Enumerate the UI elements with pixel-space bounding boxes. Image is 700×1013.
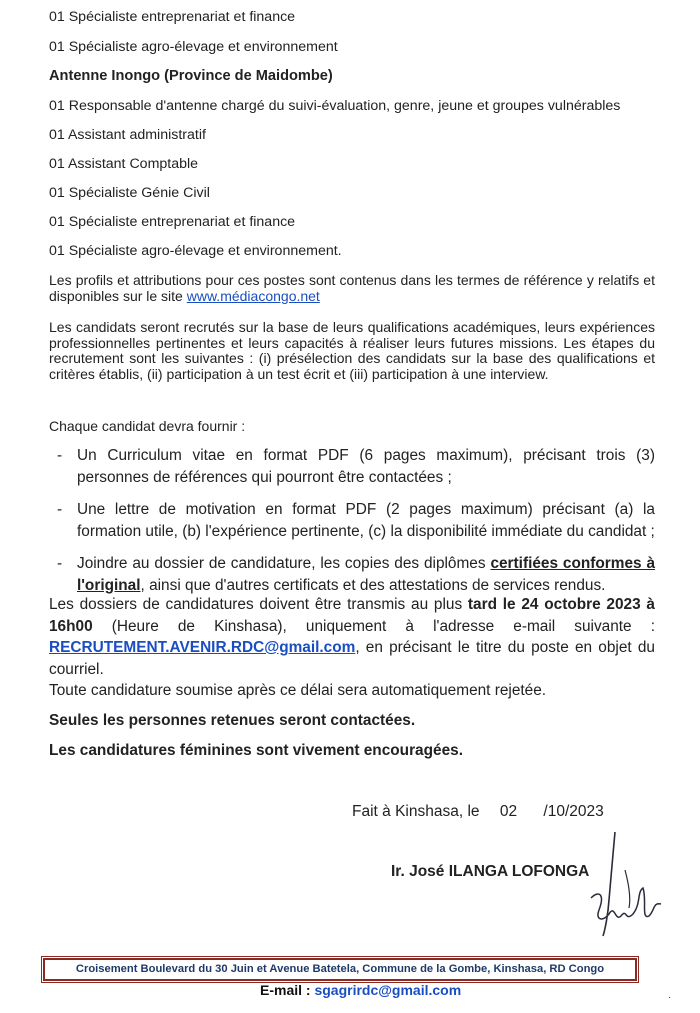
list-item: 01 Responsable d'antenne chargé du suivi-évaluation, genre, jeune et groupes vulnérables xyxy=(49,98,621,114)
footer-email-address[interactable]: sgagrirdc@gmail.com xyxy=(314,982,462,998)
requirement-text: Joindre au dossier de candidature, les copies des diplômes xyxy=(77,555,491,572)
bullet-dash: - xyxy=(57,447,63,464)
bullet-dash: - xyxy=(57,501,63,518)
submission-text: Les dossiers de candidatures doivent être transmis au plus xyxy=(49,596,468,613)
requirement-item xyxy=(49,499,655,542)
submission-paragraph xyxy=(49,594,655,680)
website-link[interactable]: www.médiacongo.net xyxy=(186,287,320,304)
submission-text: (Heure de Kinshasa), uniquement à l'adresse e-mail suivante : xyxy=(92,617,655,635)
footer-address: Croisement Boulevard du 30 Juin et Avenue Batetela, Commune de la Gombe, Kinshasa, RD Congo xyxy=(43,958,637,981)
requirements-list xyxy=(49,445,655,607)
bullet-dash: - xyxy=(57,555,63,572)
requirement-item xyxy=(49,553,655,596)
requirement-text: Une lettre de motivation en format PDF (2 pages maximum) précisant (a) la formation utile, (b) l'expérience pertinente, (c) la disponibilité immédiate du candidat ; xyxy=(77,501,655,540)
list-item: 01 Spécialiste Génie Civil xyxy=(49,185,210,201)
place: Fait à Kinshasa, le xyxy=(352,803,480,820)
profiles-text: Les profils et attributions pour ces postes sont contenus dans les termes de référence y relatifs et disponibles sur le site xyxy=(49,272,655,304)
profiles-paragraph xyxy=(49,273,655,304)
list-item: 01 Spécialiste entreprenariat et finance xyxy=(49,214,296,230)
contact-note: Seules les personnes retenues seront contactées. xyxy=(49,712,416,729)
page-mark: · xyxy=(668,992,672,1003)
list-item: 01 Assistant Comptable xyxy=(49,156,199,172)
email-label: E-mail : xyxy=(260,982,315,998)
requirement-text: , ainsi que d'autres certificats et des attestations de services rendus. xyxy=(140,576,606,594)
place-date xyxy=(352,803,604,821)
month-year: /10/2023 xyxy=(543,803,604,820)
women-note: Les candidatures féminines sont vivement encouragées. xyxy=(49,742,463,759)
footer-email xyxy=(260,982,461,998)
day: 02 xyxy=(499,803,518,820)
deadline: tard le 24 octobre 2023 à 16h00 xyxy=(49,596,655,635)
section-heading: Antenne Inongo (Province de Maidombe) xyxy=(49,68,333,84)
certified-emphasis: certifiées conformes à l'original xyxy=(77,555,656,594)
requirements-intro: Chaque candidat devra fournir : xyxy=(49,418,246,434)
list-item: 01 Spécialiste entreprenariat et finance xyxy=(49,9,296,25)
signature-image xyxy=(585,830,675,940)
recruitment-email-link[interactable]: RECRUTEMENT.AVENIR.RDC@gmail.com xyxy=(49,639,356,656)
requirement-text: Un Curriculum vitae en format PDF (6 pages maximum), précisant trois (3) personnes de références qui pourront être contactées ; xyxy=(77,447,655,486)
list-item: 01 Spécialiste agro-élevage et environnement xyxy=(49,39,338,55)
requirement-item xyxy=(49,445,655,488)
submission-text: , en précisant le titre du poste en objet du courriel. xyxy=(49,639,655,678)
list-item: 01 Assistant administratif xyxy=(49,127,206,143)
recruitment-paragraph: Les candidats seront recrutés sur la base de leurs qualifications académiques, leurs expériences professionnelles pertinentes et leurs capacités à réaliser leurs futures missions. Les étapes du recrutement sont les suivantes : (i) présélection des candidats sur la base des qualifications et critères établis, (ii) participation à un test écrit et (iii) participation à une interview. xyxy=(49,319,655,382)
rejection-note: Toute candidature soumise après ce délai sera automatiquement rejetée. xyxy=(49,682,547,699)
list-item: 01 Spécialiste agro-élevage et environnement. xyxy=(49,243,342,259)
signatory-name: Ir. José ILANGA LOFONGA xyxy=(391,863,590,880)
